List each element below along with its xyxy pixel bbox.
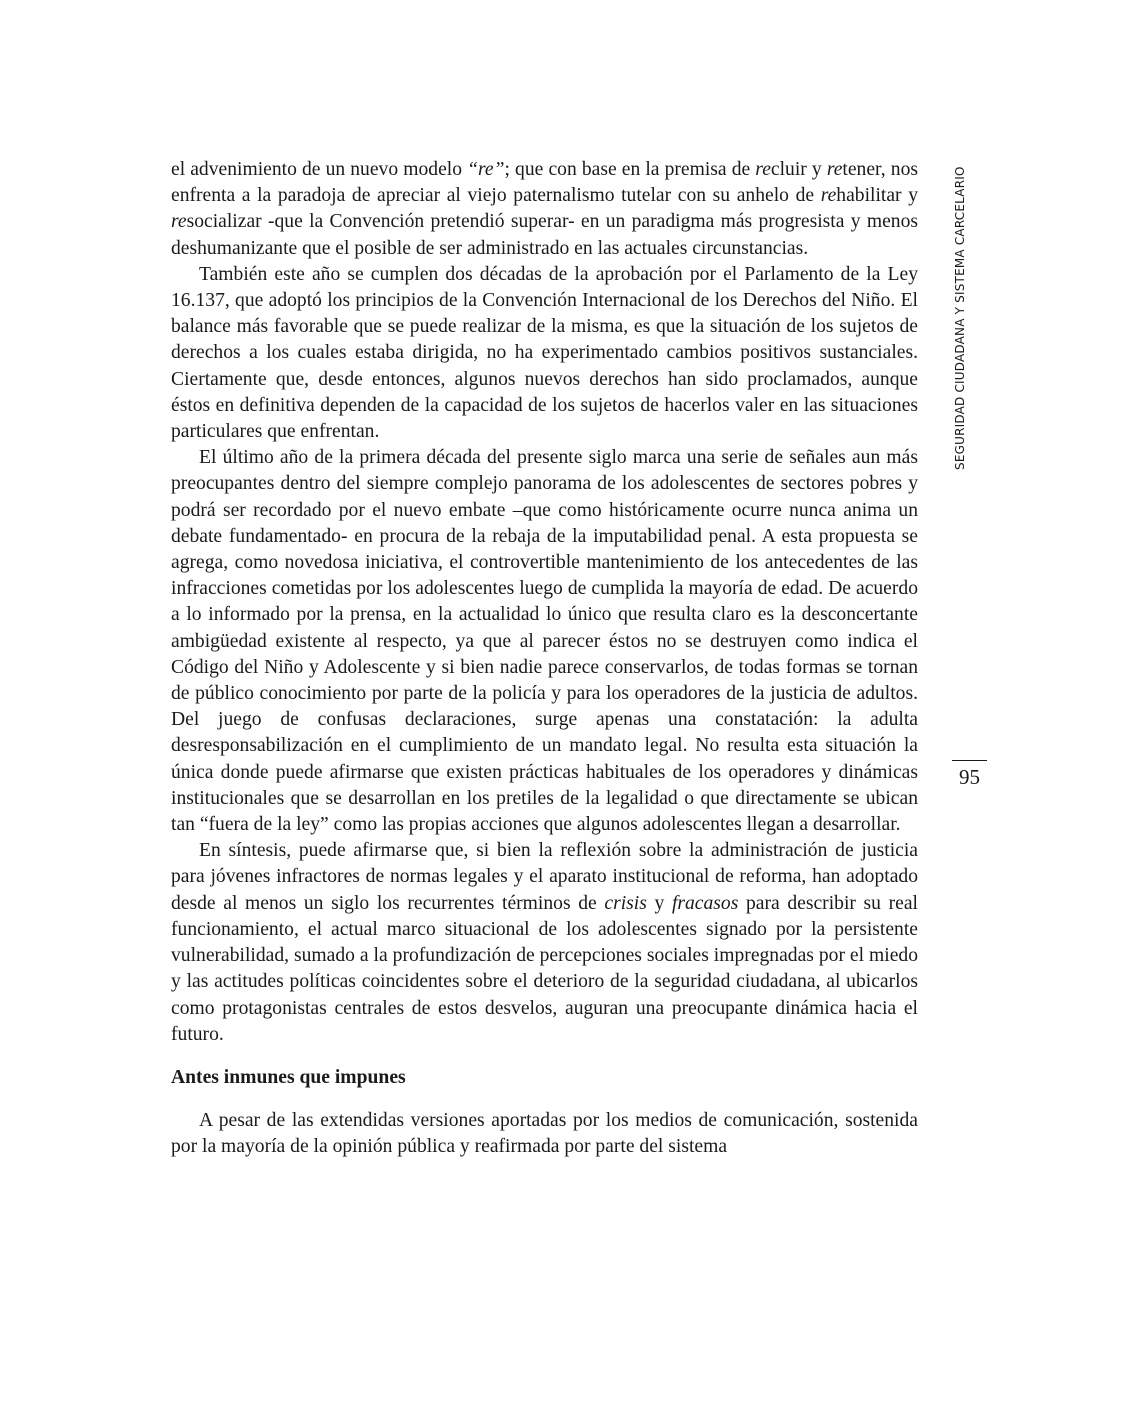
page-number: 95 [959,765,980,789]
italic-span: “re” [467,159,505,180]
text-span: socializar -que la Convención pretendió superar- en un paradigma más progresista y menos deshumanizante que el posible de ser administrado en las actuales circunstancias. [171,211,918,259]
text-span: tener, nos enfrenta a la paradoja de apreciar al viejo paternalismo tutelar con su anhelo de [171,159,919,207]
page-number-rule [952,760,987,761]
paragraph-5: A pesar de las extendidas versiones aportadas por los medios de comunicación, sostenida por la mayoría de la opinión pública y reafirmada por parte del sistema [171,1110,918,1158]
italic-span: re [820,185,837,207]
italic-span: crisis [604,892,647,914]
italic-span: re [755,159,771,180]
text-span: y [646,892,672,914]
body-text [171,157,918,1161]
text-span: ; que con base en la premisa de [504,159,756,180]
paragraph-4 [171,838,918,1048]
paragraph-3: El último año de la primera década del presente siglo marca una serie de señales aun más preocupantes dentro del siempre complejo panorama de los adolescentes de sectores pobres y podrá ser recordado por el nuevo embate –que como históricamente ocurre nunca anima un debate fundamentado- en procura de la rebaja de la imputabilidad penal. A esta propuesta se agrega, como novedosa iniciativa, el controvertible mantenimiento de los antecedentes de las infracciones cometidas por los adolescentes luego de cumplida la mayoría de edad. De acuerdo a lo informado por la prensa, en la actualidad lo único que resulta claro es la desconcertante ambigüedad existente al respecto, ya que al parecer éstos no se destruyen como indica el Código del Niño y Adolescente y si bien nadie parece conservarlos, de todas formas se tornan de público conocimiento por parte de la policía y para los operadores de la justicia de adultos. Del juego de confusas declaraciones, surge apenas una constatación: la adulta desresponsabilización en el cumplimiento de un mandato legal. No resulta esta situación la única donde puede afirmarse que existen prácticas habituales de los operadores y dinámicas institucionales que se desarrollan en los pretiles de la legalidad o que directamente se ubican tan “fuera de la ley” como las propias acciones que algunos adolescentes llegan a desarrollar. [171,447,918,836]
text-span: habilitar y [836,185,918,207]
text-span: para describir su real funcionamiento, el actual marco situacional de los adolescentes signado por la persistente vulnerabilidad, sumado a la profundización de percepciones sociales impregnadas por el miedo y las actitudes políticas coincidentes sobre el deterioro de la seguridad ciudadana, al ubicarlos como protagonistas centrales de estos desvelos, auguran una preocupante dinámica hacia el futuro. [171,892,918,1045]
text-span: cluir y [770,159,827,180]
italic-span: re [171,211,187,233]
italic-span: fracasos [671,892,739,914]
paragraph-1 [171,157,918,262]
paragraph-2: También este año se cumplen dos décadas de la aprobación por el Parlamento de la Ley 16.137, que adoptó los principios de la Convención Internacional de los Derechos del Niño. El balance más favorable que se puede realizar de la misma, es que la situación de los sujetos de derechos a los cuales estaba dirigida, no ha experimentado cambios positivos sustanciales. Ciertamente que, desde entonces, algunos nuevos derechos han sido proclamados, aunque éstos en definitiva dependen de la capacidad de los sujetos de hacerlos valer en las situaciones particulares que enfrentan. [171,263,918,443]
running-head: SEGURIDAD CIUDADANA Y SISTEMA CARCELARIO [953,166,967,470]
text-span: el advenimiento de un nuevo modelo [171,159,468,180]
section-heading: Antes inmunes que impunes [171,1066,406,1088]
italic-span: re [826,159,843,180]
text-span: En síntesis, puede afirmarse que, si bien la reflexión sobre la administración de justicia para jóvenes infractores de normas legales y el aparato institucional de reforma, han adoptado desde al menos un siglo los recurrentes términos de [171,840,918,914]
